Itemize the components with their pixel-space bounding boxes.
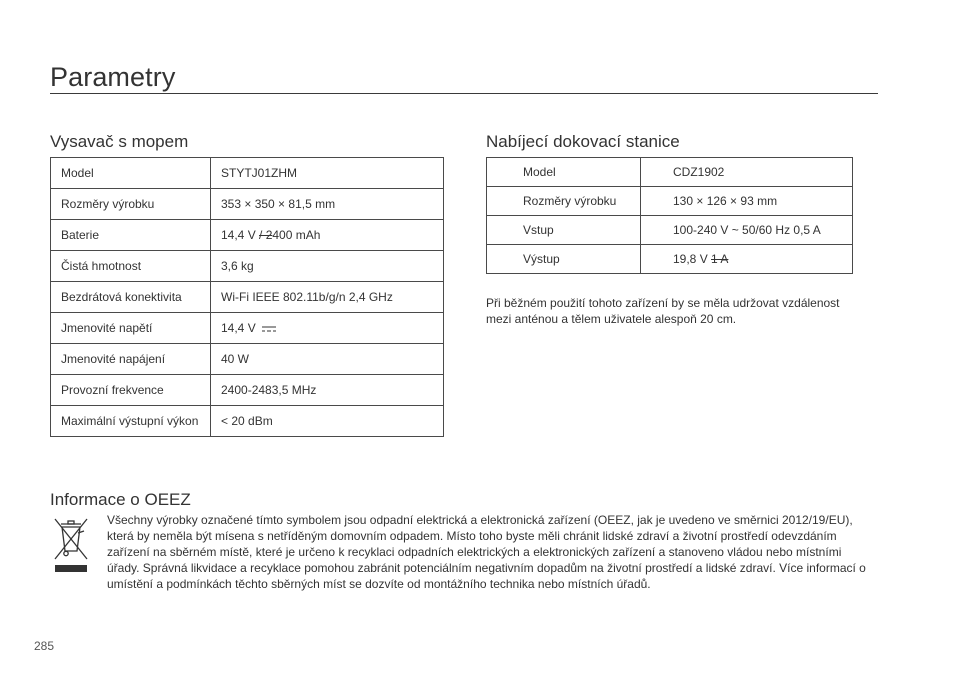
spec-value: 40 W	[211, 344, 444, 375]
table-row	[51, 189, 444, 220]
table-row	[487, 245, 853, 274]
spec-key: Provozní frekvence	[51, 375, 211, 406]
spec-key: Rozměry výrobku	[51, 189, 211, 220]
spec-value-part: 19,8 V	[673, 252, 712, 266]
table-row	[51, 406, 444, 437]
spec-key: Baterie	[51, 220, 211, 251]
table-row	[51, 251, 444, 282]
spec-value	[211, 313, 444, 344]
page-title: Parametry	[50, 62, 176, 93]
page-number: 285	[34, 639, 55, 653]
spec-value: 3,6 kg	[211, 251, 444, 282]
spec-value: < 20 dBm	[211, 406, 444, 437]
spec-value: 2400-2483,5 MHz	[211, 375, 444, 406]
title-divider	[50, 93, 878, 94]
table-row	[51, 313, 444, 344]
spec-key: Maximální výstupní výkon	[51, 406, 211, 437]
table-row	[487, 187, 853, 216]
table-row	[51, 344, 444, 375]
table-row	[51, 220, 444, 251]
spec-value-struck: 1 A	[711, 252, 729, 266]
spec-value: STYTJ01ZHM	[211, 158, 444, 189]
crossed-out-wheelie-bin-icon	[52, 515, 90, 575]
spec-value: CDZ1902	[641, 158, 853, 187]
table-row	[51, 282, 444, 313]
spec-value	[211, 220, 444, 251]
spec-key: Výstup	[487, 245, 641, 274]
spec-value	[641, 245, 853, 274]
dock-spec-table	[486, 157, 853, 274]
spec-key: Bezdrátová konektivita	[51, 282, 211, 313]
spec-value: Wi-Fi IEEE 802.11b/g/n 2,4 GHz	[211, 282, 444, 313]
spec-value: 353 × 350 × 81,5 mm	[211, 189, 444, 220]
spec-key: Rozměry výrobku	[487, 187, 641, 216]
table-row	[487, 216, 853, 245]
weee-information-text: Všechny výrobky označené tímto symbolem jsou odpadní elektrická a elektronická zařízení (OEEZ, jak je uvedeno ve směrnici 2012/19/EU), která by neměla být mísena s netříděným domovním odpadem. Místo toho byste měli chránit lidské zdraví a životní prostředí odevzdáním zařízení na sběrném místě, které je určeno k recyklaci odpadních elektrických a elektronických zařízení a stanoveno vládou nebo místními úřady. Správná likvidace a recyklace pomohou zabránit potenciálním negativním dopadům na životní prostředí a lidské zdraví. Více informací o umístění a podmínkách těchto sběrných míst se dozvíte od montážního technika nebo místních úřadů.	[107, 513, 866, 591]
antenna-distance-note: Při běžném použití tohoto zařízení by se měla udržovat vzdálenost mezi anténou a tělem uživatele alespoň 20 cm.	[486, 296, 840, 326]
spec-value-struck: / 2	[259, 228, 273, 242]
spec-key: Jmenovité napájení	[51, 344, 211, 375]
spec-value-part: 14,4 V	[221, 228, 260, 242]
spec-value: 100-240 V ~ 50/60 Hz 0,5 A	[641, 216, 853, 245]
spec-key: Jmenovité napětí	[51, 313, 211, 344]
spec-key: Model	[487, 158, 641, 187]
dock-section-heading: Nabíjecí dokovací stanice	[486, 132, 680, 152]
dc-current-symbol-icon	[261, 325, 277, 333]
vacuum-spec-table	[50, 157, 444, 437]
spec-value: 130 × 126 × 93 mm	[641, 187, 853, 216]
spec-key: Čistá hmotnost	[51, 251, 211, 282]
table-row	[487, 158, 853, 187]
table-row	[51, 158, 444, 189]
spec-key: Vstup	[487, 216, 641, 245]
spec-value-part: 14,4 V	[221, 321, 256, 335]
spec-key: Model	[51, 158, 211, 189]
spec-value-part: 400 mAh	[272, 228, 321, 242]
table-row	[51, 375, 444, 406]
weee-section-heading: Informace o OEEZ	[50, 490, 191, 510]
vacuum-section-heading: Vysavač s mopem	[50, 132, 189, 152]
